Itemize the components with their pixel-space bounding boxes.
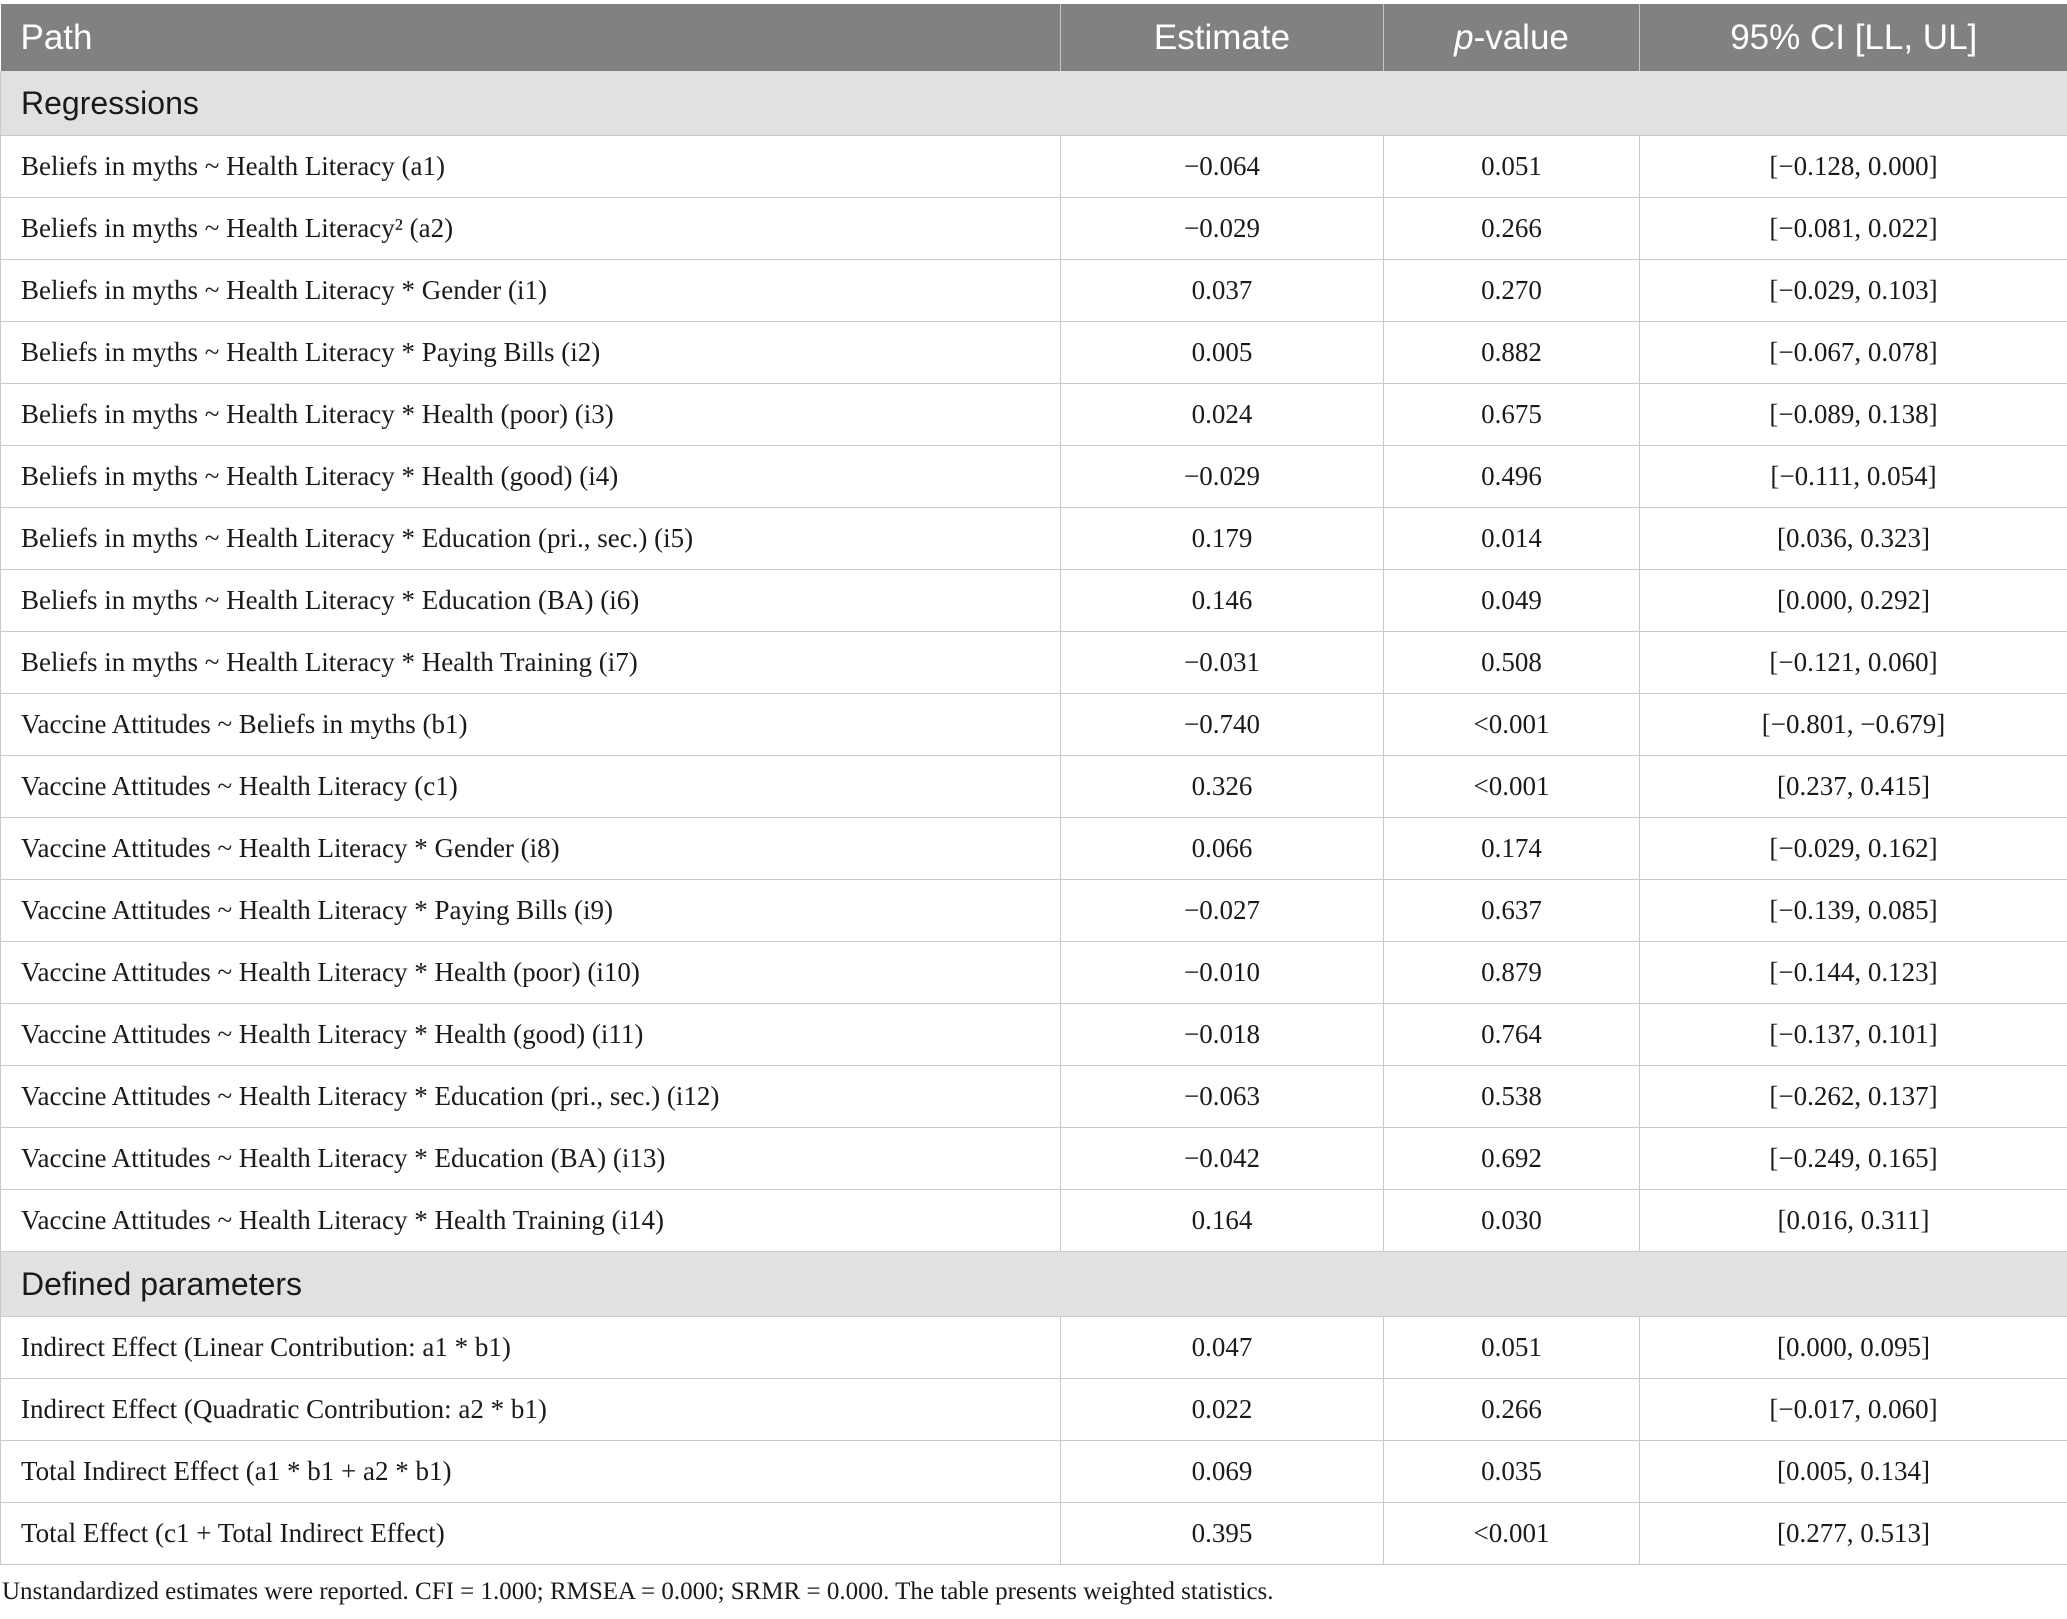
cell-ci: [−0.128, 0.000] <box>1640 136 2067 198</box>
cell-path: Beliefs in myths ~ Health Literacy (a1) <box>1 136 1061 198</box>
table-row <box>1 198 2067 260</box>
table-row <box>1 1503 2067 1565</box>
table-row <box>1 260 2067 322</box>
cell-p-value: 0.692 <box>1384 1128 1640 1190</box>
cell-path: Vaccine Attitudes ~ Health Literacy * Gender (i8) <box>1 818 1061 880</box>
cell-path: Vaccine Attitudes ~ Health Literacy * Health (good) (i11) <box>1 1004 1061 1066</box>
cell-p-value: 0.035 <box>1384 1441 1640 1503</box>
cell-path: Indirect Effect (Quadratic Contribution: a2 * b1) <box>1 1379 1061 1441</box>
cell-ci: [−0.029, 0.162] <box>1640 818 2067 880</box>
cell-estimate: −0.064 <box>1061 136 1384 198</box>
cell-p-value: 0.882 <box>1384 322 1640 384</box>
cell-p-value: 0.174 <box>1384 818 1640 880</box>
table-row <box>1 570 2067 632</box>
cell-estimate: −0.042 <box>1061 1128 1384 1190</box>
cell-path: Beliefs in myths ~ Health Literacy * Gender (i1) <box>1 260 1061 322</box>
table-row <box>1 632 2067 694</box>
cell-estimate: −0.027 <box>1061 880 1384 942</box>
cell-ci: [−0.137, 0.101] <box>1640 1004 2067 1066</box>
cell-path: Beliefs in myths ~ Health Literacy * Education (pri., sec.) (i5) <box>1 508 1061 570</box>
table-row <box>1 446 2067 508</box>
cell-p-value: 0.266 <box>1384 1379 1640 1441</box>
cell-p-value: <0.001 <box>1384 756 1640 818</box>
cell-estimate: 0.179 <box>1061 508 1384 570</box>
table-row <box>1 1379 2067 1441</box>
table-row <box>1 136 2067 198</box>
cell-path: Vaccine Attitudes ~ Health Literacy * Education (BA) (i13) <box>1 1128 1061 1190</box>
cell-p-value: 0.266 <box>1384 198 1640 260</box>
table-row <box>1 508 2067 570</box>
cell-path: Beliefs in myths ~ Health Literacy * Education (BA) (i6) <box>1 570 1061 632</box>
cell-ci: [−0.089, 0.138] <box>1640 384 2067 446</box>
table-row <box>1 1128 2067 1190</box>
table-row <box>1 880 2067 942</box>
table-row <box>1 384 2067 446</box>
header-ci: 95% CI [LL, UL] <box>1640 4 2067 71</box>
cell-ci: [−0.029, 0.103] <box>1640 260 2067 322</box>
cell-path: Total Effect (c1 + Total Indirect Effect) <box>1 1503 1061 1565</box>
results-table <box>0 4 2067 1565</box>
section-title: Regressions <box>1 71 2067 136</box>
cell-estimate: 0.022 <box>1061 1379 1384 1441</box>
cell-p-value: 0.496 <box>1384 446 1640 508</box>
results-table-container <box>0 4 2067 1565</box>
table-row <box>1 818 2067 880</box>
cell-path: Beliefs in myths ~ Health Literacy * Health (good) (i4) <box>1 446 1061 508</box>
cell-path: Beliefs in myths ~ Health Literacy * Health Training (i7) <box>1 632 1061 694</box>
cell-p-value: 0.051 <box>1384 1317 1640 1379</box>
cell-ci: [0.016, 0.311] <box>1640 1190 2067 1252</box>
cell-ci: [−0.249, 0.165] <box>1640 1128 2067 1190</box>
cell-path: Total Indirect Effect (a1 * b1 + a2 * b1) <box>1 1441 1061 1503</box>
cell-estimate: 0.024 <box>1061 384 1384 446</box>
cell-p-value: 0.049 <box>1384 570 1640 632</box>
cell-path: Vaccine Attitudes ~ Health Literacy (c1) <box>1 756 1061 818</box>
cell-p-value: 0.675 <box>1384 384 1640 446</box>
cell-p-value: 0.879 <box>1384 942 1640 1004</box>
cell-p-value: 0.538 <box>1384 1066 1640 1128</box>
cell-ci: [0.036, 0.323] <box>1640 508 2067 570</box>
cell-path: Indirect Effect (Linear Contribution: a1 * b1) <box>1 1317 1061 1379</box>
cell-ci: [−0.801, −0.679] <box>1640 694 2067 756</box>
cell-path: Vaccine Attitudes ~ Beliefs in myths (b1) <box>1 694 1061 756</box>
cell-ci: [−0.067, 0.078] <box>1640 322 2067 384</box>
cell-ci: [0.000, 0.292] <box>1640 570 2067 632</box>
cell-ci: [0.237, 0.415] <box>1640 756 2067 818</box>
cell-ci: [−0.111, 0.054] <box>1640 446 2067 508</box>
cell-estimate: 0.326 <box>1061 756 1384 818</box>
table-row <box>1 1004 2067 1066</box>
table-row <box>1 322 2067 384</box>
table-row <box>1 1317 2067 1379</box>
cell-ci: [−0.017, 0.060] <box>1640 1379 2067 1441</box>
section-header-row <box>1 1252 2067 1317</box>
cell-p-value: 0.508 <box>1384 632 1640 694</box>
table-row <box>1 942 2067 1004</box>
table-row <box>1 756 2067 818</box>
header-estimate: Estimate <box>1061 4 1384 71</box>
cell-p-value: 0.014 <box>1384 508 1640 570</box>
header-row <box>1 4 2067 71</box>
cell-path: Vaccine Attitudes ~ Health Literacy * Paying Bills (i9) <box>1 880 1061 942</box>
table-row <box>1 1190 2067 1252</box>
cell-p-value: 0.764 <box>1384 1004 1640 1066</box>
header-path: Path <box>1 4 1061 71</box>
cell-p-value: 0.051 <box>1384 136 1640 198</box>
cell-estimate: 0.037 <box>1061 260 1384 322</box>
cell-path: Vaccine Attitudes ~ Health Literacy * Health (poor) (i10) <box>1 942 1061 1004</box>
table-footnote: Unstandardized estimates were reported. CFI = 1.000; RMSEA = 0.000; SRMR = 0.000. The table presents weighted statistics. <box>2 1578 1274 1605</box>
cell-estimate: −0.029 <box>1061 198 1384 260</box>
cell-ci: [−0.121, 0.060] <box>1640 632 2067 694</box>
cell-ci: [−0.081, 0.022] <box>1640 198 2067 260</box>
cell-path: Beliefs in myths ~ Health Literacy² (a2) <box>1 198 1061 260</box>
cell-estimate: 0.395 <box>1061 1503 1384 1565</box>
header-p-value <box>1384 4 1640 71</box>
cell-ci: [0.277, 0.513] <box>1640 1503 2067 1565</box>
cell-p-value: 0.270 <box>1384 260 1640 322</box>
cell-estimate: 0.069 <box>1061 1441 1384 1503</box>
header-p-suffix: -value <box>1473 17 1569 57</box>
cell-estimate: −0.740 <box>1061 694 1384 756</box>
cell-estimate: 0.164 <box>1061 1190 1384 1252</box>
cell-path: Beliefs in myths ~ Health Literacy * Paying Bills (i2) <box>1 322 1061 384</box>
cell-path: Beliefs in myths ~ Health Literacy * Health (poor) (i3) <box>1 384 1061 446</box>
cell-path: Vaccine Attitudes ~ Health Literacy * Health Training (i14) <box>1 1190 1061 1252</box>
cell-estimate: 0.047 <box>1061 1317 1384 1379</box>
cell-estimate: 0.146 <box>1061 570 1384 632</box>
cell-ci: [−0.262, 0.137] <box>1640 1066 2067 1128</box>
cell-p-value: <0.001 <box>1384 1503 1640 1565</box>
cell-estimate: −0.018 <box>1061 1004 1384 1066</box>
table-row <box>1 1066 2067 1128</box>
cell-ci: [0.000, 0.095] <box>1640 1317 2067 1379</box>
cell-p-value: 0.637 <box>1384 880 1640 942</box>
cell-estimate: 0.005 <box>1061 322 1384 384</box>
cell-estimate: −0.063 <box>1061 1066 1384 1128</box>
cell-estimate: −0.010 <box>1061 942 1384 1004</box>
table-row <box>1 1441 2067 1503</box>
cell-p-value: 0.030 <box>1384 1190 1640 1252</box>
section-header-row <box>1 71 2067 136</box>
header-p-italic: p <box>1454 17 1474 57</box>
cell-path: Vaccine Attitudes ~ Health Literacy * Education (pri., sec.) (i12) <box>1 1066 1061 1128</box>
cell-ci: [−0.144, 0.123] <box>1640 942 2067 1004</box>
table-row <box>1 694 2067 756</box>
cell-ci: [−0.139, 0.085] <box>1640 880 2067 942</box>
cell-ci: [0.005, 0.134] <box>1640 1441 2067 1503</box>
cell-estimate: −0.031 <box>1061 632 1384 694</box>
table-body <box>1 71 2067 1565</box>
cell-estimate: 0.066 <box>1061 818 1384 880</box>
cell-estimate: −0.029 <box>1061 446 1384 508</box>
cell-p-value: <0.001 <box>1384 694 1640 756</box>
section-title: Defined parameters <box>1 1252 2067 1317</box>
